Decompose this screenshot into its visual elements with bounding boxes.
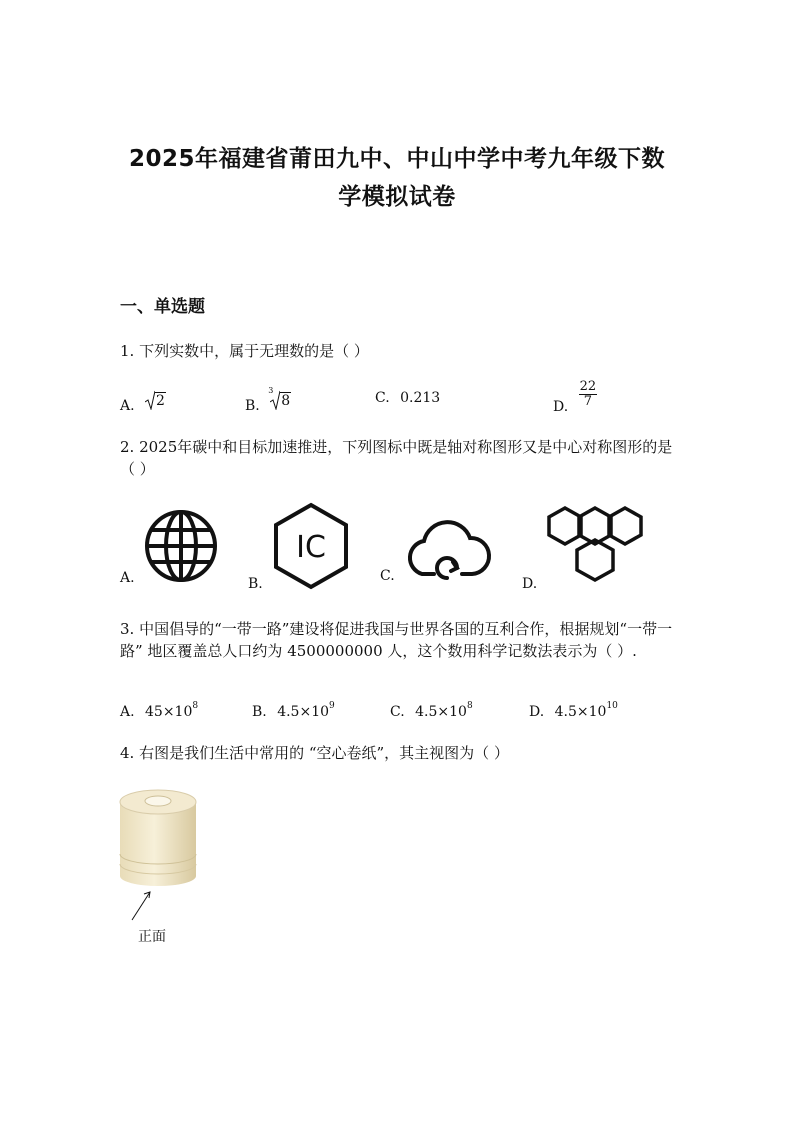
- option-base: 4.5×10: [277, 704, 330, 720]
- cloud-sync-icon: [402, 510, 492, 580]
- option-label: D.: [529, 704, 545, 720]
- ic-text: IC: [296, 530, 326, 565]
- globe-icon: [143, 508, 219, 584]
- radicand: 8: [281, 393, 291, 409]
- question-4-stem: 4. 右图是我们生活中常用的 “空心卷纸”，其主视图为（ ）: [120, 744, 509, 762]
- title-line-1: 2025年福建省莆田九中、中山中学中考九年级下数: [128, 146, 665, 172]
- radicand: 2: [156, 393, 165, 409]
- option-exponent: 10: [606, 701, 618, 711]
- option-exponent: 9: [329, 701, 335, 711]
- q2-option-c-label[interactable]: C.: [380, 568, 395, 584]
- q1-option-a[interactable]: [120, 390, 166, 414]
- question-2-stem: 2. 2025年碳中和目标加速推进，下列图标中既是轴对称图形又是中心对称图形的是（ ）: [120, 438, 673, 478]
- hexagon-ic-icon: [272, 502, 350, 590]
- q3-option-b[interactable]: [252, 701, 335, 720]
- title-line-2: 学模拟试卷: [338, 184, 456, 210]
- cube-root: [268, 386, 291, 410]
- option-base: 45×10: [145, 704, 193, 720]
- document-title: [80, 140, 714, 216]
- option-label: B.: [245, 398, 260, 414]
- option-label: A.: [120, 704, 135, 720]
- q2-option-a-label[interactable]: A.: [120, 570, 135, 586]
- q3-option-a[interactable]: [120, 701, 199, 720]
- root-index: 3: [268, 386, 274, 395]
- q2-option-b-label[interactable]: B.: [248, 576, 263, 592]
- fraction: [579, 380, 598, 409]
- option-value: 0.213: [400, 390, 441, 406]
- option-base: 4.5×10: [415, 704, 467, 720]
- front-view-caption: 正面: [138, 929, 166, 945]
- q3-option-c[interactable]: [390, 701, 473, 720]
- section-heading: 一、单选题: [120, 297, 205, 317]
- denominator: 7: [583, 394, 593, 409]
- option-label: C.: [375, 390, 390, 406]
- option-label: D.: [553, 398, 569, 415]
- option-label: A.: [120, 398, 135, 414]
- option-label: B.: [252, 704, 267, 720]
- interlocked-hexagons-icon: [545, 504, 645, 590]
- numerator: 22: [579, 379, 597, 394]
- q2-option-d-label[interactable]: D.: [522, 576, 538, 592]
- option-label: C.: [390, 704, 405, 720]
- option-base: 4.5×10: [554, 704, 607, 720]
- square-root: [145, 390, 166, 410]
- option-exponent: 8: [466, 701, 473, 711]
- option-exponent: 8: [192, 701, 199, 711]
- q1-option-d[interactable]: [553, 379, 597, 415]
- question-1-stem: 1. 下列实数中，属于无理数的是（ ）: [120, 342, 369, 360]
- question-3-stem: 3. 中国倡导的“一带一路”建设将促进我国与世界各国的互利合作，根据规划“一带一路” 地区覆盖总人口约为 4500000000 人，这个数用科学记数法表示为（ ）.: [120, 620, 673, 660]
- q1-option-c[interactable]: [375, 390, 440, 406]
- q1-option-b[interactable]: [245, 386, 291, 414]
- q3-option-d[interactable]: [529, 701, 618, 720]
- toilet-paper-roll-illustration: [114, 784, 206, 924]
